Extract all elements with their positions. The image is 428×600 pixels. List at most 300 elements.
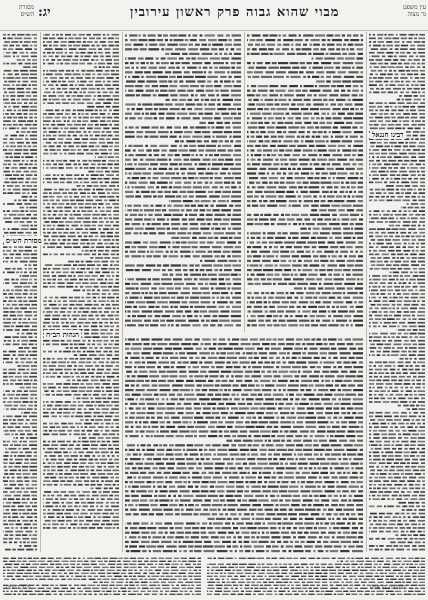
text-word: [411, 167, 418, 169]
text-word: [67, 362, 70, 364]
text-word: [338, 209, 345, 211]
text-word: [26, 92, 30, 94]
text-word: [60, 243, 65, 245]
text-word: [250, 39, 256, 41]
text-word: [400, 92, 404, 94]
text-word: [355, 246, 363, 248]
text-word: [347, 260, 355, 262]
text-word: [292, 255, 299, 257]
text-word: [396, 185, 403, 187]
text-word: [378, 394, 383, 396]
text-word: [402, 88, 405, 90]
text-word: [304, 99, 311, 101]
text-word: [20, 272, 22, 274]
text-word: [78, 203, 84, 205]
text-word: [99, 362, 105, 364]
text-word: [263, 237, 266, 239]
text-word: [322, 44, 326, 46]
text-word: [58, 232, 62, 234]
text-word: [100, 380, 106, 382]
text-word: [385, 365, 392, 367]
text-word: [83, 351, 86, 353]
text-word: [401, 387, 404, 389]
text-word: [131, 283, 138, 285]
text-word: [62, 218, 66, 220]
text-word: [381, 167, 387, 169]
text-word: [403, 106, 410, 108]
text-word: [140, 297, 142, 299]
text-word: [159, 117, 164, 119]
text-word: [108, 113, 110, 115]
text-word: [78, 516, 83, 518]
text-word: [390, 81, 393, 83]
text-word: [327, 34, 334, 36]
text-word: [33, 524, 38, 526]
text-word: [3, 192, 6, 194]
text-word: [336, 99, 346, 101]
text-word: [99, 354, 105, 356]
text-word: [80, 473, 88, 475]
text-word: [116, 77, 119, 79]
text-word: [75, 282, 81, 284]
text-word: [370, 351, 374, 353]
text-word: [110, 322, 113, 324]
text-word: [101, 135, 107, 137]
text-word: [9, 538, 13, 540]
text-word: [57, 495, 62, 497]
text-word: [231, 57, 241, 59]
text-word: [33, 232, 37, 234]
text-word: [210, 177, 213, 179]
text-word: [108, 448, 114, 450]
text-word: [268, 117, 274, 119]
text-word: [7, 426, 13, 428]
text-word: [127, 177, 130, 179]
text-word: [74, 178, 76, 180]
text-word: [84, 189, 91, 191]
text-word: [421, 171, 425, 173]
text-word: [389, 236, 393, 238]
text-word: [43, 74, 45, 76]
text-word: [132, 76, 139, 78]
text-word: [170, 62, 174, 64]
text-word: [288, 168, 291, 170]
text-word: [390, 268, 396, 270]
text-word: [57, 412, 62, 414]
text-word: [405, 117, 409, 119]
text-word: [102, 261, 109, 263]
text-word: [86, 405, 93, 407]
text-word: [200, 287, 209, 289]
text-word: [155, 90, 158, 92]
text-word: [3, 272, 5, 274]
text-word: [355, 287, 363, 289]
text-word: [403, 246, 406, 248]
text-word: [210, 182, 213, 184]
text-word: [56, 246, 61, 248]
text-word: [76, 200, 84, 202]
text-word: [272, 140, 278, 142]
text-word: [226, 306, 230, 308]
text-word: [248, 67, 254, 69]
text-word: [94, 304, 99, 306]
text-word: [125, 232, 131, 234]
text-word: [17, 99, 21, 101]
text-word: [403, 124, 409, 126]
text-word: [392, 120, 397, 122]
text-word: [417, 146, 425, 148]
text-word: [17, 365, 20, 367]
text-word: [114, 315, 119, 317]
text-word: [183, 136, 191, 138]
text-word: [391, 372, 395, 374]
text-word: [419, 308, 425, 310]
text-word: [52, 239, 55, 241]
text-word: [214, 232, 224, 234]
text-word: [289, 172, 293, 174]
text-word: [3, 84, 10, 86]
text-word: [413, 376, 416, 378]
text-word: [255, 191, 262, 193]
text-word: [158, 113, 164, 115]
text-word: [303, 205, 309, 207]
text-word: [154, 117, 157, 119]
text-word: [97, 88, 100, 90]
text-word: [309, 145, 315, 147]
text-word: [29, 322, 37, 324]
text-word: [26, 95, 31, 97]
text-word: [376, 88, 380, 90]
text-word: [331, 103, 337, 105]
text-word: [411, 156, 416, 158]
text-word: [181, 241, 186, 243]
text-word: [404, 210, 407, 212]
text-word: [369, 300, 372, 302]
text-word: [76, 509, 79, 511]
text-word: [390, 333, 396, 335]
text-word: [388, 124, 394, 126]
text-word: [86, 383, 92, 385]
text-word: [77, 232, 80, 234]
text-word: [71, 326, 77, 328]
text-word: [46, 344, 50, 346]
text-word: [356, 67, 363, 69]
text-word: [256, 136, 262, 138]
text-word: [9, 542, 12, 544]
text-word: [52, 178, 57, 180]
text-word: [177, 76, 182, 78]
text-word: [267, 186, 277, 188]
text-word: [252, 48, 257, 50]
text-word: [179, 136, 181, 138]
text-word: [259, 140, 264, 142]
text-word: [320, 274, 326, 276]
text-word: [419, 268, 425, 270]
text-word: [80, 286, 83, 288]
text-word: [217, 297, 219, 299]
text-word: [24, 527, 29, 529]
text-word: [314, 260, 319, 262]
text-word: [358, 163, 363, 165]
text-word: [156, 62, 160, 64]
text-word: [423, 99, 425, 101]
text-word: [47, 448, 54, 450]
text-word: [134, 205, 142, 207]
text-word: [345, 191, 348, 193]
text-word: [401, 236, 405, 238]
text-word: [106, 221, 109, 223]
text-word: [391, 196, 395, 198]
text-word: [61, 423, 67, 425]
text-word: [19, 182, 24, 184]
text-word: [47, 102, 54, 104]
text-word: [141, 67, 147, 69]
text-word: [356, 260, 363, 262]
text-word: [115, 92, 119, 94]
text-word: [251, 53, 260, 55]
text-word: [15, 376, 22, 378]
text-word: [394, 243, 401, 245]
text-word: [49, 365, 56, 367]
text-word: [273, 283, 276, 285]
text-word: [188, 99, 193, 101]
text-word: [105, 506, 108, 508]
text-word: [221, 94, 229, 96]
text-word: [45, 430, 48, 432]
text-word: [280, 67, 291, 69]
text-word: [46, 59, 49, 61]
text-word: [168, 324, 170, 326]
text-word: [17, 311, 22, 313]
text-word: [379, 297, 382, 299]
text-word: [248, 99, 252, 101]
text-word: [247, 39, 248, 41]
text-word: [43, 117, 44, 119]
text-word: [115, 282, 119, 284]
text-word: [228, 172, 231, 174]
text-word: [4, 484, 8, 486]
text-word: [411, 236, 415, 238]
text-word: [148, 278, 151, 280]
text-word: [106, 246, 111, 248]
text-word: [75, 358, 78, 360]
text-word: [78, 401, 81, 403]
text-word: [104, 218, 108, 220]
text-word: [98, 192, 105, 194]
text-word: [247, 274, 249, 276]
text-word: [260, 131, 265, 133]
text-word: [97, 290, 100, 292]
text-word: [127, 324, 136, 326]
text-word: [346, 182, 350, 184]
text-word: [46, 117, 53, 119]
text-word: [78, 264, 85, 266]
text-word: [99, 138, 104, 140]
text-word: [68, 131, 75, 133]
text-word: [47, 358, 51, 360]
text-word: [8, 34, 11, 36]
text-word: [304, 200, 313, 202]
text-word: [389, 102, 396, 104]
text-word: [235, 292, 241, 294]
text-word: [112, 358, 119, 360]
text-word: [396, 225, 401, 227]
text-word: [50, 228, 54, 230]
text-word: [14, 156, 20, 158]
text-word: [319, 209, 326, 211]
text-word: [331, 205, 340, 207]
text-word: [248, 320, 257, 322]
text-word: [223, 218, 230, 220]
far-left-margin-text: [2, 32, 38, 552]
text-word: [8, 293, 13, 295]
text-word: [180, 168, 186, 170]
text-word: [76, 146, 80, 148]
text-word: [117, 527, 119, 529]
text-word: [23, 286, 30, 288]
text-word: [54, 189, 57, 191]
text-word: [158, 131, 169, 133]
text-word: [47, 470, 50, 472]
text-word: [388, 340, 392, 342]
text-word: [252, 324, 257, 326]
text-word: [395, 236, 400, 238]
text-word: [291, 103, 295, 105]
text-word: [149, 39, 156, 41]
text-word: [381, 218, 388, 220]
text-word: [89, 38, 95, 40]
text-word: [297, 306, 301, 308]
text-word: [77, 153, 84, 155]
text-word: [67, 239, 70, 241]
text-word: [58, 214, 63, 216]
text-word: [3, 142, 7, 144]
text-word: [408, 398, 413, 400]
text-word: [14, 70, 19, 72]
text-word: [186, 140, 195, 142]
text-word: [32, 326, 37, 328]
text-word: [81, 502, 86, 504]
text-word: [57, 516, 60, 518]
text-word: [226, 48, 228, 50]
text-word: [125, 214, 128, 216]
text-word: [91, 380, 99, 382]
text-word: [261, 195, 264, 197]
text-word: [408, 128, 414, 130]
text-word: [4, 326, 10, 328]
text-word: [74, 394, 81, 396]
text-word: [104, 488, 108, 490]
text-word: [18, 509, 25, 511]
text-word: [297, 251, 304, 253]
text-word: [338, 113, 345, 115]
text-word: [22, 56, 29, 58]
text-word: [308, 306, 317, 308]
text-word: [58, 95, 64, 97]
text-word: [132, 310, 139, 312]
text-word: [192, 237, 197, 239]
text-word: [15, 290, 22, 292]
text-word: [83, 506, 88, 508]
text-word: [79, 520, 84, 522]
text-word: [132, 320, 142, 322]
text-word: [142, 310, 152, 312]
text-word: [138, 149, 144, 151]
text-word: [251, 159, 256, 161]
text-word: [166, 320, 174, 322]
text-word: [60, 480, 65, 482]
text-word: [77, 491, 80, 493]
text-word: [109, 146, 113, 148]
text-word: [296, 48, 301, 50]
text-word: [158, 34, 162, 36]
text-word: [115, 318, 119, 320]
text-word: [204, 103, 207, 105]
text-word: [29, 416, 37, 418]
text-word: [63, 160, 67, 162]
text-word: [220, 269, 223, 271]
text-word: [384, 102, 386, 104]
text-word: [48, 441, 51, 443]
text-word: [333, 62, 340, 64]
text-word: [262, 283, 272, 285]
text-word: [27, 455, 32, 457]
text-word: [153, 218, 156, 220]
text-word: [8, 48, 13, 50]
text-word: [45, 174, 50, 176]
text-word: [379, 214, 381, 216]
text-word: [18, 448, 20, 450]
text-word: [162, 315, 170, 317]
text-word: [177, 232, 186, 234]
text-word: [419, 221, 425, 223]
text-word: [75, 261, 79, 263]
text-word: [349, 310, 355, 312]
text-word: [14, 495, 21, 497]
text-word: [377, 106, 382, 108]
text-word: [416, 34, 418, 36]
text-word: [369, 232, 373, 234]
central-text-column: [246, 32, 364, 332]
text-word: [99, 300, 106, 302]
text-word: [279, 34, 281, 36]
text-word: [13, 344, 20, 346]
text-word: [358, 154, 363, 156]
text-word: [369, 196, 374, 198]
text-word: [311, 237, 316, 239]
text-word: [81, 315, 87, 317]
text-word: [107, 81, 111, 83]
text-word: [115, 354, 120, 356]
text-word: [358, 200, 363, 202]
text-word: [15, 358, 18, 360]
text-word: [384, 164, 390, 166]
text-word: [3, 506, 10, 508]
text-word: [93, 394, 99, 396]
text-word: [408, 210, 411, 212]
text-word: [43, 182, 45, 184]
text-word: [234, 44, 242, 46]
text-word: [324, 57, 335, 59]
text-word: [403, 344, 411, 346]
text-word: [252, 186, 256, 188]
text-word: [67, 178, 73, 180]
text-word: [200, 94, 205, 96]
text-word: [284, 154, 290, 156]
text-word: [98, 95, 102, 97]
text-word: [420, 185, 425, 187]
rashi-text: [368, 32, 426, 552]
